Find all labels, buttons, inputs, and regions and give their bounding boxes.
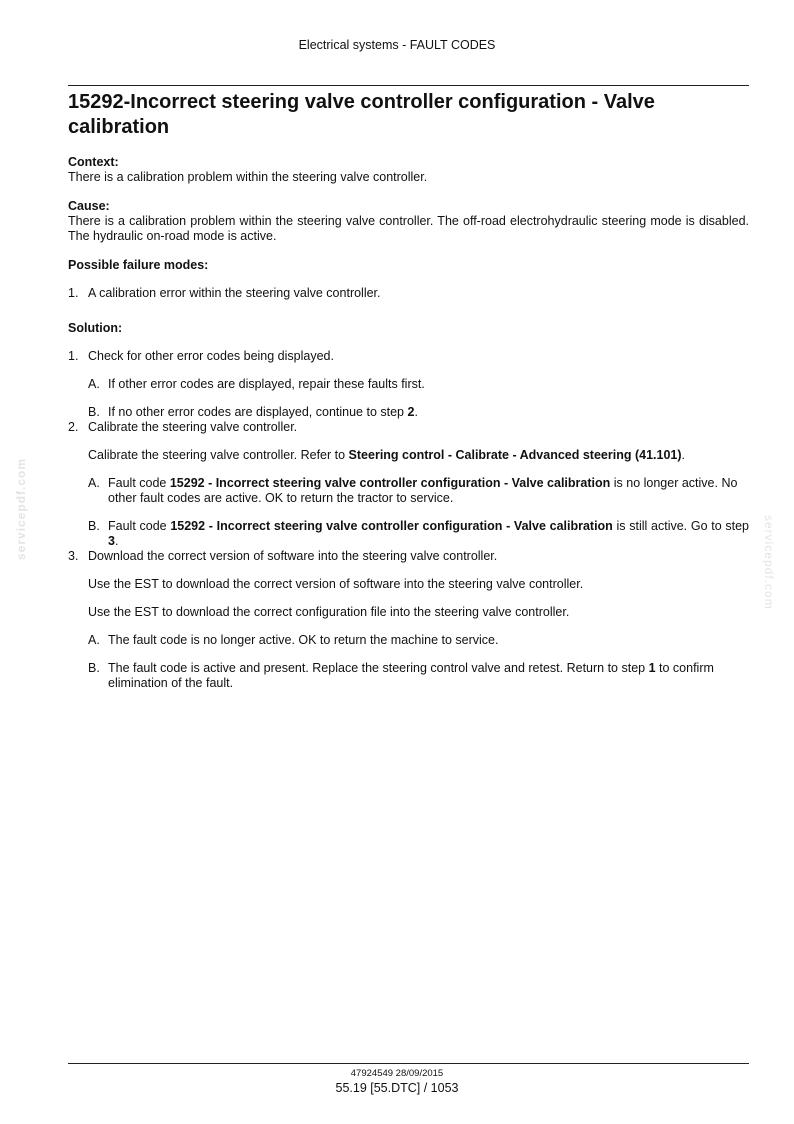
step-3-option-b [68, 661, 749, 691]
step-3-option-a-label: A. [88, 633, 100, 647]
running-header: Electrical systems - FAULT CODES [298, 38, 496, 52]
step-1-option-b-text: If no other error codes are displayed, continue to step [108, 405, 408, 419]
solution-step-3 [68, 549, 749, 564]
step-3-option-b-step-ref: 1 [648, 661, 656, 675]
step-2-option-a-label: A. [88, 476, 100, 490]
step-3-paragraph-2: Use the EST to download the correct configuration file into the steering valve controller. [88, 605, 570, 619]
step-1-option-b-end: . [414, 405, 418, 419]
step-1-option-a-label: A. [88, 377, 100, 391]
step-1-option-a [68, 377, 749, 392]
footer-page-number: 55.19 [55.DTC] / 1053 [335, 1081, 459, 1095]
step-3-number: 3. [68, 549, 79, 563]
solution-heading: Solution: [68, 321, 123, 335]
step-3-option-b-pre: The fault code is active and present. Replace the steering control valve and retest. Return to step [108, 661, 649, 675]
step-1-number: 1. [68, 349, 79, 363]
step-2-text: Calibrate the steering valve controller. [88, 420, 298, 434]
step-1-text: Check for other error codes being displayed. [88, 349, 334, 363]
watermark-left: servicepdf.com [14, 457, 28, 560]
step-1-option-a-text: If other error codes are displayed, repair these faults first. [108, 377, 425, 391]
step-2-option-b [68, 519, 749, 549]
step-2-paragraph [68, 448, 749, 463]
step-2-paragraph-end: . [681, 448, 685, 462]
step-3-option-b-post: to confirm elimination of the fault. [108, 661, 714, 690]
header-rule [68, 85, 749, 86]
step-2-option-b-fault: 15292 - Incorrect steering valve controller configuration - Valve calibration [170, 519, 613, 533]
context-heading: Context: [68, 155, 119, 169]
failure-mode-item [68, 286, 749, 301]
step-3-option-a-text: The fault code is no longer active. OK to return the machine to service. [108, 633, 499, 647]
step-2-reference: Steering control - Calibrate - Advanced steering (41.101) [348, 448, 682, 462]
page-title: 15292-Incorrect steering valve controller configuration - Valve calibration [68, 91, 655, 138]
document-body [68, 155, 749, 691]
footer-doc-number: 47924549 28/09/2015 [350, 1068, 444, 1079]
failure-modes-heading: Possible failure modes: [68, 258, 209, 272]
step-2-option-b-label: B. [88, 519, 100, 533]
step-1-option-b [68, 405, 749, 420]
step-1-option-b-step-ref: 2 [407, 405, 415, 419]
step-3-text: Download the correct version of software into the steering valve controller. [88, 549, 498, 563]
step-2-option-a [68, 476, 749, 506]
step-3-option-a [68, 633, 749, 648]
context-text: There is a calibration problem within the steering valve controller. [68, 170, 428, 184]
failure-mode-text: A calibration error within the steering valve controller. [88, 286, 381, 300]
step-2-option-b-end: . [114, 534, 119, 548]
step-2-option-a-post: is no longer active. No other fault codes are active. OK to return the tractor to service. [108, 476, 738, 505]
step-2-option-b-post: is still active. Go to step [612, 519, 749, 533]
footer-rule [68, 1063, 749, 1064]
step-2-number: 2. [68, 420, 79, 434]
failure-mode-number: 1. [68, 286, 79, 300]
step-2-paragraph-text: Calibrate the steering valve controller. Refer to [88, 448, 349, 462]
step-2-option-b-step-ref: 3 [108, 534, 115, 548]
step-2-option-a-pre: Fault code [108, 476, 170, 490]
step-1-option-b-label: B. [88, 405, 100, 419]
step-2-option-a-fault: 15292 - Incorrect steering valve controller configuration - Valve calibration [169, 476, 611, 490]
cause-heading: Cause: [68, 199, 110, 213]
watermark-right: servicepdf.com [762, 515, 776, 610]
solution-step-2 [68, 420, 749, 435]
solution-step-1 [68, 349, 749, 364]
step-2-option-b-pre: Fault code [108, 519, 171, 533]
cause-text: There is a calibration problem within the steering valve controller. The off-road electrohydraulic steering mode is disabled. The hydraulic on-road mode is active. [68, 214, 749, 243]
step-3-paragraph-1: Use the EST to download the correct version of software into the steering valve controller. [88, 577, 584, 591]
step-3-option-b-label: B. [88, 661, 100, 675]
